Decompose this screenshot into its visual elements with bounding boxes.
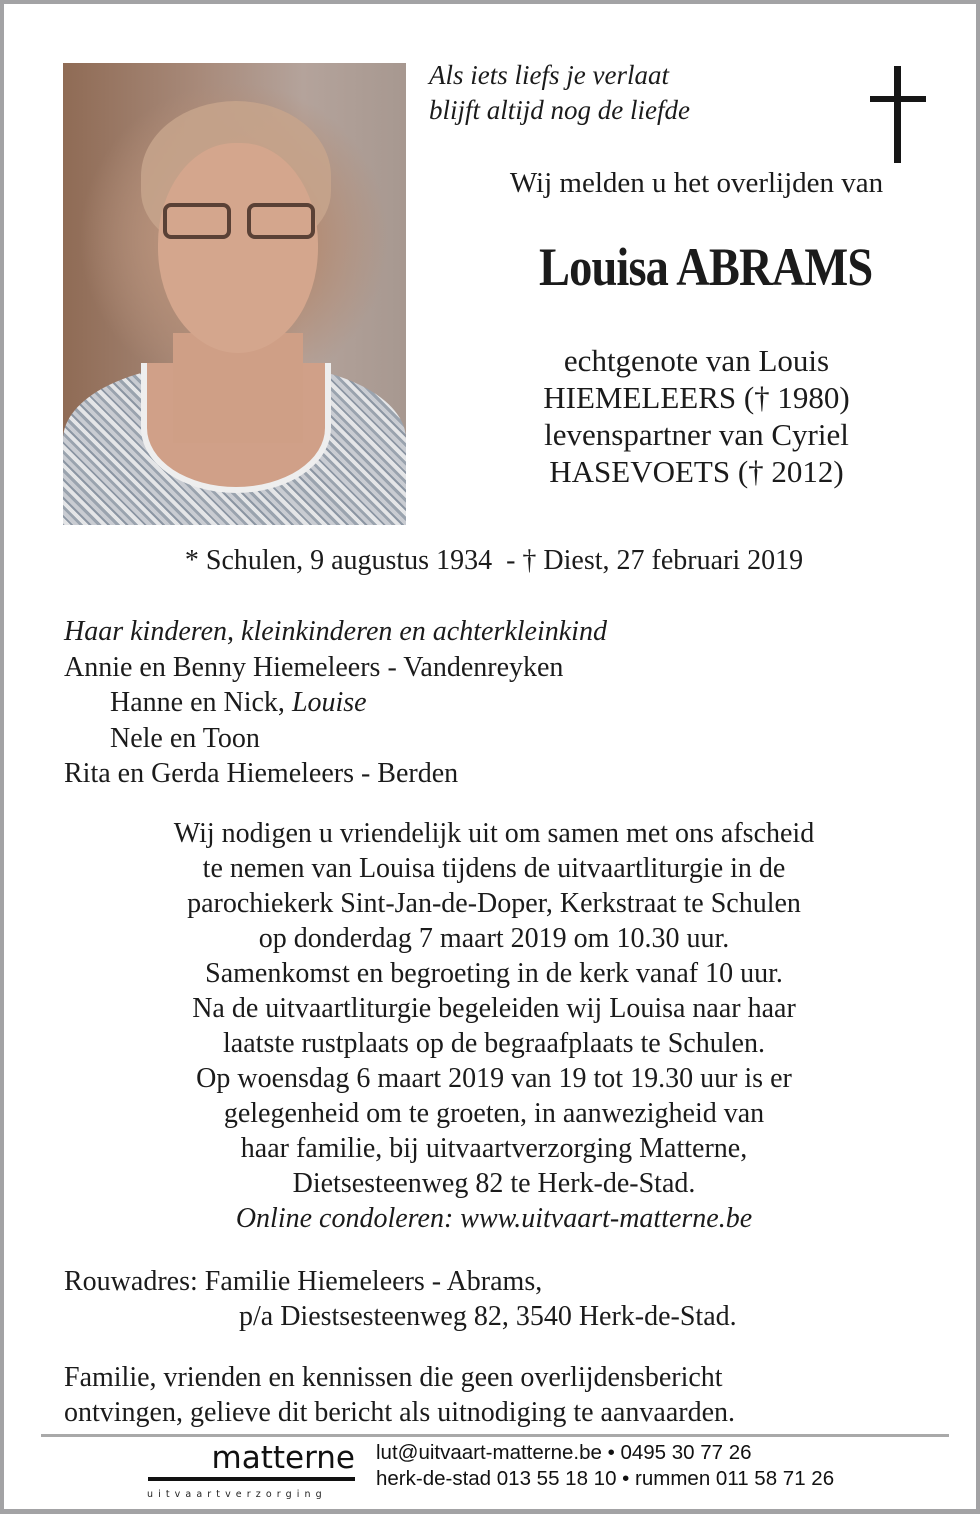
invitation xyxy=(44,816,944,1236)
poem-line: blijft altijd nog de liefde xyxy=(429,95,690,125)
family-line: Rita en Gerda Hiemeleers - Berden xyxy=(64,758,459,789)
invitation-line: laatste rustplaats op de begraafplaats te Schulen. xyxy=(223,1028,765,1059)
logo-bar xyxy=(148,1477,355,1481)
relation-line: echtgenote van Louis xyxy=(563,343,830,378)
family-heading: Haar kinderen, kleinkinderen en achterkleinkind xyxy=(64,616,607,647)
closing-note xyxy=(64,1360,735,1430)
birth-death-dates: * Schulen, 9 augustus 1934 - † Diest, 27 februari 2019 xyxy=(184,545,804,576)
invitation-line: parochiekerk Sint-Jan-de-Doper, Kerkstraat te Schulen xyxy=(187,888,801,919)
closing-line: ontvingen, gelieve dit bericht als uitnodiging te aanvaarden. xyxy=(64,1397,736,1428)
contact-info xyxy=(376,1440,834,1492)
footer-divider xyxy=(41,1434,949,1437)
photo-face xyxy=(158,143,318,353)
family-line: Annie en Benny Hiemeleers - Vandenreyken xyxy=(64,651,564,683)
relation-line: HASEVOETS († 2012) xyxy=(549,454,844,489)
closing-line: Familie, vrienden en kennissen die geen overlijdensbericht xyxy=(64,1362,723,1393)
cross-icon xyxy=(870,66,926,163)
relations xyxy=(424,342,969,490)
invitation-line: Op woensdag 6 maart 2019 van 19 tot 19.30 uur is er xyxy=(196,1063,792,1094)
portrait-photo xyxy=(63,63,406,525)
contact-line[interactable]: lut@uitvaart-matterne.be • 0495 30 77 26 xyxy=(376,1441,752,1464)
invitation-line: op donderdag 7 maart 2019 om 10.30 uur. xyxy=(258,923,730,954)
invitation-line: Samenkomst en begroeting in de kerk vanaf 10 uur. xyxy=(205,958,783,989)
address-line: Rouwadres: Familie Hiemeleers - Abrams, xyxy=(64,1266,543,1297)
family-list xyxy=(64,614,607,792)
online-condolence-link[interactable]: Online condoleren: www.uitvaart-matterne.be xyxy=(235,1203,753,1234)
relation-line: levenspartner van Cyriel xyxy=(544,417,849,452)
relation-line: HIEMELEERS († 1980) xyxy=(543,380,850,415)
invitation-line: haar familie, bij uitvaartverzorging Matterne, xyxy=(240,1133,748,1164)
mourning-address xyxy=(64,1264,737,1334)
logo-wordmark: matterne xyxy=(211,1440,355,1476)
invitation-line: Dietsesteenweg 82 te Herk-de-Stad. xyxy=(292,1168,696,1199)
logo-subtitle: uitvaartverzorging xyxy=(147,1489,327,1500)
family-line-text: Hanne en Nick, xyxy=(110,687,292,718)
family-line xyxy=(64,685,607,721)
poem-line: Als iets liefs je verlaat xyxy=(429,60,669,90)
poem xyxy=(429,58,690,128)
deceased-name: Louisa ABRAMS xyxy=(538,237,873,297)
family-line: Nele en Toon xyxy=(110,722,260,754)
invitation-line: te nemen van Louisa tijdens de uitvaartliturgie in de xyxy=(202,853,786,884)
photo-glasses xyxy=(161,203,321,243)
contact-line: herk-de-stad 013 55 18 10 • rummen 011 58 71 26 xyxy=(376,1467,835,1490)
invitation-line: Na de uitvaartliturgie begeleiden wij Louisa naar haar xyxy=(192,993,796,1024)
announcement: Wij melden u het overlijden van xyxy=(509,167,884,199)
invitation-line: gelegenheid om te groeten, in aanwezigheid van xyxy=(223,1098,765,1129)
matterne-logo xyxy=(147,1441,355,1500)
family-line-italic: Louise xyxy=(291,687,367,718)
address-line: p/a Diestsesteenweg 82, 3540 Herk-de-Stad. xyxy=(239,1301,737,1332)
invitation-line: Wij nodigen u vriendelijk uit om samen met ons afscheid xyxy=(173,818,815,849)
